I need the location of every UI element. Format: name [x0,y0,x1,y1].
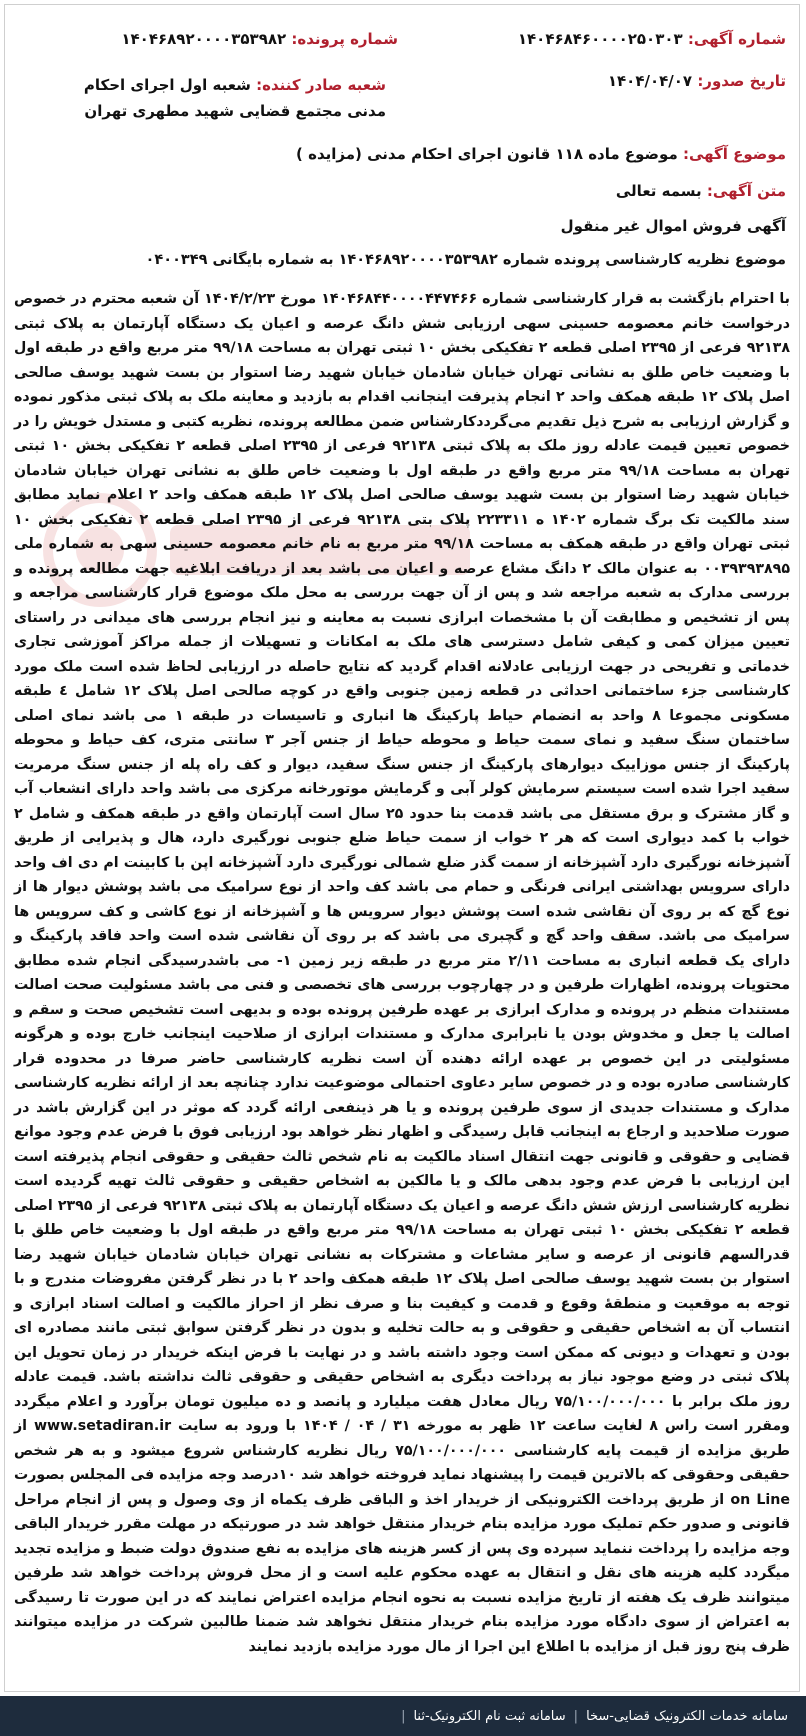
ad-number-label: شماره آگهی: [687,30,786,48]
text-section-label: متن آگهی: [706,182,786,200]
issuing-branch-row [56,72,386,124]
issuing-branch-label: شعبه صادر کننده: [256,76,386,94]
issue-date-value: ۱۴۰۴/۰۴/۰۷ [607,72,693,90]
subject-value: موضوع ماده ۱۱۸ قانون اجرای احکام مدنی (مزایده ) [296,145,678,163]
ad-number-row [518,30,786,48]
ad-title: آگهی فروش اموال غیر منقول [560,217,786,235]
ad-body-text: با احترام بازگشت به قرار کارشناسی شماره ۱۴۰۴۶۸۴۴۰۰۰۰۴۴۷۴۶۶ مورخ ۱۴۰۴/۲/۲۳ آن شعبه محترم در خصوص درخواست خانم معصومه حسینی سهی ارزیابی شش دانگ عرصه و اعیان یک دستگاه آپارتمان به پلاک ثبتی ۹۲۱۳۸ فرعی از ۲۳۹۵ اصلی قطعه ۲ تفکیکی بخش ۱۰ ثبتی تهران به مساحت ۹۹/۱۸ متر مربع واقع در طبقه اول با وضعیت خاص طلق به نشانی تهران خیابان شادمان خیابان شهید رضا استوار بن بست شهید یوسف صالحی اصل پلاک ۱۲ طبقه همکف واحد ۲ انجام پذیرفت اینجانب اقدام به بازدید و معاینه ملک به پلاک ثبتی مذکور نموده و گزارش ارزیابی به شرح ذیل تقدیم می‌گرددکارشناس ضمن مطالعه پرونده، نظریه کتبی و مستدل خویش را در خصوص تعیین قیمت عادله روز ملک به پلاک ثبتی ۹۲۱۳۸ فرعی از ۲۳۹۵ اصلی قطعه ۲ تفکیکی بخش ۱۰ ثبتی تهران به مساحت ۹۹/۱۸ متر مربع واقع در طبقه اول با وضعیت خاص طلق به نشانی تهران خیابان شادمان خیابان شهید رضا استوار بن بست شهید یوسف صالحی اصل پلاک ۱۲ طبقه همکف واحد ۲ اعلام نماید مطابق سند مالکیت تک برگ شماره ۱۴۰۲ ه ۲۲۳۳۱۱ پلاک بتی ۹۲۱۳۸ فرعی از ۲۳۹۵ اصلی قطعه ۲ تفکیکی بخش ۱۰ ثبتی تهران واقع در طبقه همکف به مساحت ۹۹/۱۸ متر مربع به نام خانم معصومه حسینی سهی به شماره ملی ۰۰۳۹۳۹۳۸۹۵ به عنوان مالک ۲ دانگ مشاع عرصه و اعیان می باشد بعد از دریافت ابلاغیه جهت مطالعه پرونده و بررسی مدارک به شعبه مراجعه شد و پس از آن جهت بررسی به محل ملک موضوع قرار کارشناسی مراجعه و پس از تشخیص و مطابقت آن با مشخصات ابرازی نسبت به معاینه و نیز انجام بررسی های میدانی در راستای تعیین میزان کمی و کیفی شامل دسترسی های ملک به امکانات و تسهیلات از جمله مراکز آموزشی تجاری خدماتی و تفریحی در جهت ارزیابی عادلانه اقدام گردید که نتایج حاصله در ارزیابی لحاظ شده است ملک مورد کارشناسی جزء ساختمانی احداثی در قطعه زمین جنوبی واقع در کوچه صالحی اصل پلاک ۱۲ شامل ٤ طبقه مسکونی مجموعا ۸ واحد به انضمام حیاط پارکینگ ها انباری و تاسیسات در طبقه ۱ می باشد نمای اصلی ساختمان سنگ سفید و نمای سمت حیاط و محوطه حیاط از جنس آجر ۳ سانتی متری، کف حیاط و محوطه پارکینگ از جنس موزاییک دیوارهای پارکینگ از جنس سنگ سفید، دیوار و کف راه پله از جنس سنگ مرمریت سفید اجرا شده است سیستم سرمایش کولر آبی و گرمایش موتورخانه مرکزی می باشد واحد دارای انشعاب آب و گاز مشترک و برق مستقل می باشد قدمت بنا حدود ۲۵ سال است آپارتمان واقع در طبقه همکف و شامل ۲ خواب با کمد دیواری است که هر ۲ خواب از سمت حیاط ضلع جنوبی نورگیری دارد، هال و پذیرایی از طریق آشپزخانه نورگیری دارد آشپزخانه از سمت گذر ضلع شمالی نورگیری دارد آشپزخانه اپن با کابینت ام دی اف واحد دارای سرویس بهداشتی ایرانی فرنگی و حمام می باشد کف واحد از نوع سرامیک می باشد پوشش دیوار ها از نوع گچ که بر روی آن نقاشی شده است پوشش دیوار سرویس ها و آشپزخانه از نوع کاشی و کف سرویس ها سرامیک می باشد. سقف واحد گچ و گچبری می باشد که بر روی آن نقاشی شده است واحد فاقد پارکینگ و دارای یک قطعه انباری به مساحت ۲/۱۱ متر مربع در طبقه زیر زمین ۱- می باشدرسیدگی انجام شده مطابق محتویات پرونده، اظهارات طرفین و در چهارچوب بررسی های تخصصی و فنی می باشد مسئولیت صحت اصالت مستندات منظم در پرونده و مدارک ابرازی بر عهده طرفین پرونده بوده و بدیهی است تشخیص صحت و سقم و اصالت یا جعل و مخدوش بودن یا نابرابری مدارک و مستندات ابرازی از صلاحیت اینجانب خارج بوده و هرگونه مسئولیتی در این خصوص بر عهده ارائه دهنده آن است نظریه کارشناسی حاضر صرفا در محدوده قرار کارشناسی صادره بوده و در خصوص سایر دعاوی احتمالی موضوعیت ندارد چنانچه بعد از ارائه نظریه کارشناسی مدارک و مستندات جدیدی از سوی طرفین پرونده و یا هر ذینفعی ارائه گردد که موثر در این گزارش باشد در صورت صلاحدید و ارجاع به اینجانب قابل رسیدگی و اظهار نظر خواهد بود ارزیابی فوق با فرض عدم وجود موانع قضایی و حقوقی و قانونی جهت انتقال اسناد مالکیت به نام شخص ثالث حقیقی و حقوقی انجام پذیرفته است این ارزیابی با فرض عدم وجود بدهی مالک و یا مالکین به اشخاص حقیقی و حقوقی ثالث تهیه گردیده است نظریه کارشناسی ارزش شش دانگ عرصه و اعیان یک دستگاه آپارتمان به پلاک ثبتی ۹۲۱۳۸ فرعی از ۲۳۹۵ اصلی قطعه ۲ تفکیکی بخش ۱۰ ثبتی تهران به مساحت ۹۹/۱۸ متر مربع واقع در طبقه اول با وضعیت خاص طلق با قدرالسهم قانونی از عرصه و سایر مشاعات و مشترکات به نشانی تهران خیابان شادمان خیابان شهید رضا استوار بن بست شهید یوسف صالحی اصل پلاک ۱۲ طبقه همکف واحد ۲ با در نظر گرفتن مفروضات مندرج و با توجه به موقعیت و منطقهٔ وقوع و قدمت و کیفیت بنا و صرف نظر از احراز مالکیت و اصالت اسناد ابرازی و انتساب آن به اشخاص حقیقی و حقوقی و به حالت تخلیه و بدون در نظر گرفتن سوابق ثبتی مانند مصادره ای بودن و تعهدات و دیونی که ممکن است وجود داشته باشد و در نهایت با فرض اینکه خریدار در زمان تحویل این پلاک ثبتی در وضع موجود نیاز به پرداخت دیگری به اشخاص حقیقی و حقوقی ثالث نداشته باشد. قیمت عادله روز ملک برابر با ۷۵/۱۰۰/۰۰۰/۰۰۰ ریال معادل هفت میلیارد و پانصد و ده میلیون تومان برآورد و اعلام میگردد ومقرر است راس ۸ لغایت ساعت ۱۲ ظهر به مورخه ۳۱ / ۰۴ / ۱۴۰۴ با ورود به سایت www.setadiran.ir از طریق مزایده از قیمت پایه کارشناسی ۷۵/۱۰۰/۰۰۰/۰۰۰ ریال نظریه کارشناس شروع میشود و به هر شخص حقیقی وحقوقی که بالاترین قیمت را پیشنهاد نماید فروخته خواهد شد ۱۰درصد وجه مزایده فی المجلس بصورت on Line از طریق پرداخت الکترونیکی از خریدار اخذ و الباقی ظرف یکماه از وی وصول و پس از انجام مراحل قانونی و صدور حکم تملیک مورد مزایده بنام خریدار منتقل خواهد شد در صورتیکه در مهلت مقرر خریدار الباقی وجه مزایده را پرداخت ننماید سپرده وی پس از کسر هزینه های مزایده به نفع صندوق دولت ضبط و مزایده تجدید میگردد کلیه هزینه های نقل و انتقال به عهده محکوم علیه است و از محل فروش پرداخت خواهد شد طرفین میتوانند ظرف یک هفته از تاریخ مزایده نسبت به نحوه انجام مزایده اعتراض نمایند که در این صورت تا رسیدگی به اعتراض از سوی دادگاه مورد مزایده بنام خریدار منتقل نخواهد شد ضمنا طالبین شرکت در مزایده میتوانند ظرف پنج روز قبل از مزایده با اطلاع این اجرا از مال مورد مزایده بازدید نمایند [14,291,791,1655]
footer-link-sakha[interactable]: سامانه خدمات الکترونیک قضایی-سخا [586,1708,788,1724]
case-number-label: شماره پرونده: [291,30,398,48]
issuing-branch-value: شعبه اول اجرای احکام مدنی مجتمع قضایی شهید مطهری تهران [83,76,386,120]
footer-link-sana[interactable]: سامانه ثبت نام الکترونیک-ثنا [413,1708,566,1724]
footer-separator-end: | [401,1708,406,1724]
footer-separator: | [573,1708,579,1724]
expert-reference-line: موضوع نظریه کارشناسی پرونده شماره ۱۴۰۴۶۸۹۲۰۰۰۰۳۵۳۹۸۲ به شماره بایگانی ۰۴۰۰۳۴۹ [145,252,786,268]
subject-row [296,145,786,163]
footer-bar [0,1696,806,1736]
case-number-row [121,30,398,48]
subject-label: موضوع آگهی: [682,145,786,163]
text-section-value: بسمه تعالی [615,182,702,200]
text-section-row [616,182,786,200]
issue-date-row [608,72,786,90]
ad-number-value: ۱۴۰۴۶۸۴۶۰۰۰۰۲۵۰۳۰۳ [517,30,683,48]
issue-date-label: تاریخ صدور: [697,72,786,90]
case-number-value: ۱۴۰۴۶۸۹۲۰۰۰۰۳۵۳۹۸۲ [121,30,287,48]
